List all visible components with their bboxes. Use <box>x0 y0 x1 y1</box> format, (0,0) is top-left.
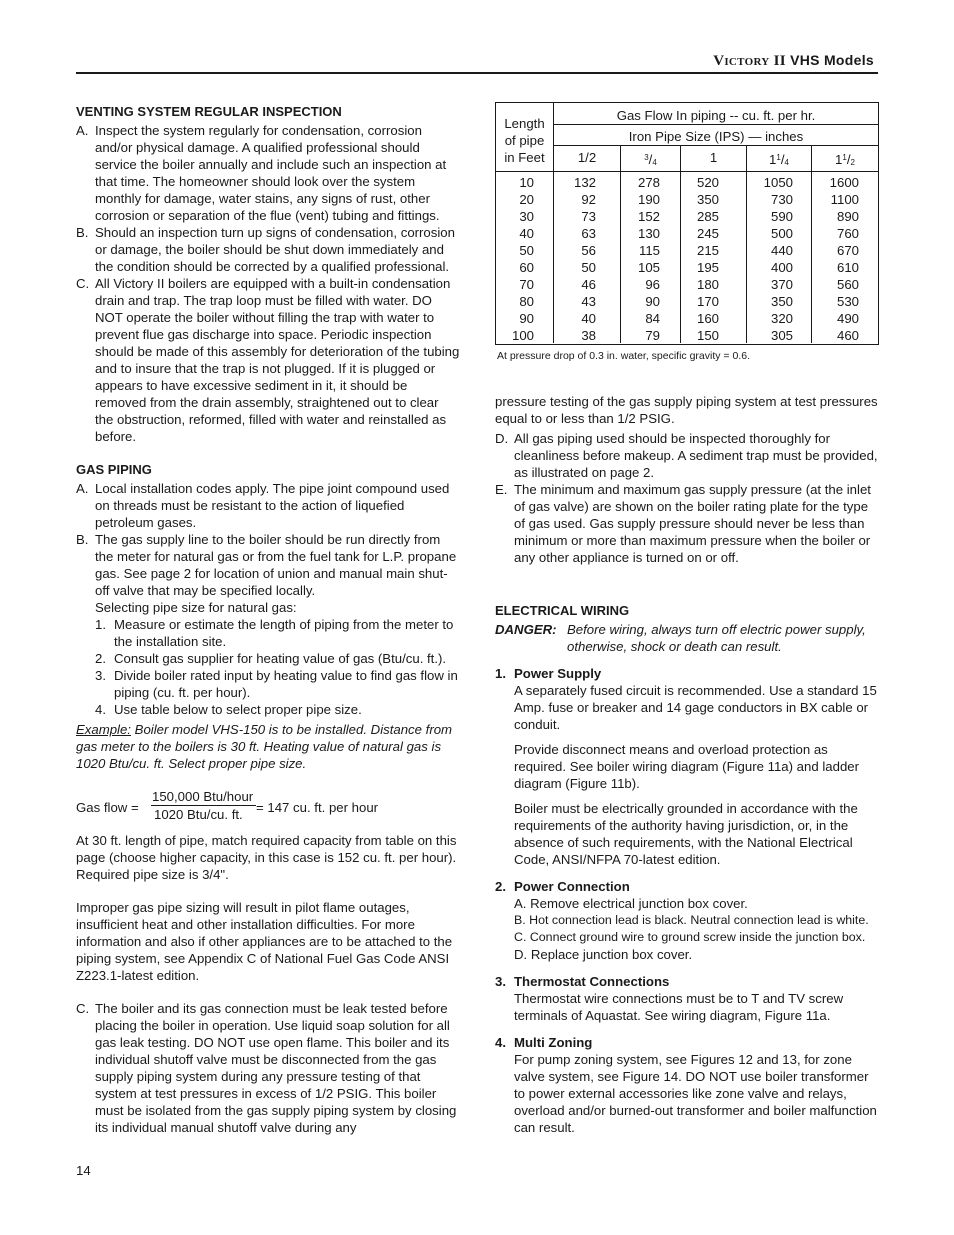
table-note: At pressure drop of 0.3 in. water, specific gravity = 0.6. <box>497 350 750 362</box>
column-one-quarter-inch: 1050 730 590 500 440 400 370 350 320 305 <box>763 175 793 343</box>
size-one: 1 <box>709 150 718 165</box>
gas-item-c: C. The boiler and its gas connection must be leak tested before placing the boiler in operation. Use liquid soap solution for all gas leak testing. DO NOT use open flame. This boiler and its individual shutoff valve must be disconnected from the gas supply piping system during any pressure testing of that system at test pressures in excess of 1/2 PSIG. This boiler must be isolated from the gas supply piping system by closing its individual manual shutoff valve during any <box>76 1001 457 1135</box>
power-connection-b: B. Hot connection lead is black. Neutral connection lead is white. <box>514 913 869 927</box>
gas-item-b: B. The gas supply line to the boiler should be run directly from the meter for natural gas or from the fuel tank for L.P. propane gas. See page 2 for location of union and manual main shut-off valve that may be specified locally. <box>76 532 457 598</box>
multi-zoning-text: For pump zoning system, see Figures 12 and 13, for zone valve system, see Figure 14. DO NOT use boiler transformer to power external accessories like zone valve and relays, overload and/or burned-out transformer and boiler malfunction can result. <box>514 1052 877 1135</box>
power-connection-d: D. Replace junction box cover. <box>514 947 693 962</box>
power-supply-heading: 1. Power Supply <box>495 666 602 681</box>
header-model-suffix: VHS Models <box>790 52 874 68</box>
danger-text: Before wiring, always turn off electric power supply, otherwise, shock or death can result. <box>567 622 866 654</box>
gas-item-e: E. The minimum and maximum gas supply pressure (at the inlet of gas valve) are shown on the boiler rating plate for the type of gas used. Gas supply pressure should never be less than minimum or more than maximum pressure when the boiler or any other appliance is turned on or off. <box>495 482 871 565</box>
capacity-paragraph: At 30 ft. length of pipe, match required capacity from table on this page (choose higher capacity, in this case is 152 cu. ft. per hour). Required pipe size is 3/4". <box>76 833 457 882</box>
example-paragraph <box>76 721 460 772</box>
left-column <box>76 103 460 1136</box>
size-three-quarter: $^3$/4 <box>644 152 657 167</box>
power-connection-a: A. Remove electrical junction box cover. <box>514 896 748 911</box>
venting-item-c: C. All Victory II boilers are equipped with a built-in condensation drain and trap. The trap loop must be filled with water. DO NOT operate the boiler without filling the trap with water to prevent flue gas discharge into space. Periodic inspection should be made of this assembly for deterioration of the tubing and to insure that the trap is not plugged. If it is plugged or appears to have excessive sediment in it, it should be removed from the drain assembly, straightened out to clear the obstruction, reformed, filled with water and reinstalled as before. <box>76 276 460 444</box>
venting-item-a: A. Inspect the system regularly for condensation, corrosion and/or physical damage. A qualified professional should service the boiler annually and include such an inspection at that time. The homeowner should look over the system monthly for damage, water stains, any signs of rust, other corrosion or separation of the flue (vent) tubing and fittings. <box>76 123 447 223</box>
header-gas-flow: Gas Flow In piping -- cu. ft. per hr. <box>616 108 816 123</box>
pipe-size-table <box>495 102 879 345</box>
formula-label: Gas flow = <box>76 800 139 815</box>
formula-denominator: 1020 Btu/cu. ft. <box>154 807 243 822</box>
power-connection-heading: 2. Power Connection <box>495 879 630 894</box>
header-iron-pipe-size: Iron Pipe Size (IPS) — inches <box>628 129 804 144</box>
column-lengths: 10 20 30 40 50 60 70 80 90 100 <box>511 175 534 343</box>
power-connection-c: C. Connect ground wire to ground screw inside the junction box. <box>514 930 866 944</box>
electrical-heading: ELECTRICAL WIRING <box>495 603 630 618</box>
selecting-pipe-size: Selecting pipe size for natural gas: <box>95 600 297 615</box>
column-three-quarter-inch: 278 190 152 130 115 105 96 90 84 79 <box>637 175 660 343</box>
power-supply-p2: Provide disconnect means and overload protection as required. See boiler wiring diagram (Figure 11a) and ladder diagram (Figure 11b). <box>514 742 860 791</box>
column-one-inch: 520 350 285 245 215 195 180 170 160 150 <box>696 175 719 343</box>
right-column <box>495 393 880 1136</box>
venting-item-b: B. Should an inspection turn up signs of condensation, corrosion or damage, the boiler should be shut down immediately and the condition should be corrected by a qualified professional. <box>76 225 455 274</box>
step-3: 3. Divide boiler rated input by heating value to find gas flow in piping (cu. ft. per hour). <box>95 668 458 700</box>
page-number: 14 <box>76 1163 91 1178</box>
thermostat-text: Thermostat wire connections must be to T and TV screw terminals of Aquastat. See wiring diagram, Figure 11a. <box>514 991 844 1023</box>
power-supply-p1: A separately fused circuit is recommended. Use a standard 15 Amp. fuse or breaker and 14 gage conductors in BX cable or conduit. <box>514 683 877 732</box>
column-one-half-inch: 1600 1100 890 760 670 610 560 530 490 460 <box>829 175 859 343</box>
example-label: Example: <box>76 722 131 737</box>
gas-piping-heading: GAS PIPING <box>76 462 152 477</box>
formula-result: = 147 cu. ft. per hour <box>256 800 379 815</box>
example-text: Boiler model VHS-150 is to be installed. Distance from gas meter to the boilers is 30 ft. Heating value of natural gas is 1020 Btu/cu. ft. Select proper pipe size. <box>76 722 453 771</box>
size-one-quarter: $1^1/4$ <box>769 152 789 167</box>
column-half-inch: 132 92 73 63 56 50 46 43 40 38 <box>573 175 596 343</box>
power-supply-p3: Boiler must be electrically grounded in accordance with the requirements of the authority having jurisdiction, or, in the absence of such requirements, with the National Electrical Code, ANSI/NFPA 70-latest edition. <box>514 801 858 867</box>
size-half: 1/2 <box>577 150 597 165</box>
header-model-name: Victory II <box>713 53 786 69</box>
multi-zoning-heading: 4. Multi Zoning <box>495 1035 593 1050</box>
gas-flow-formula <box>76 789 460 832</box>
gas-item-a: A. Local installation codes apply. The pipe joint compound used on threads must be resistant to the action of liquefied petroleum gases. <box>76 481 450 530</box>
header-length: Length of pipe in Feet <box>504 116 545 165</box>
improper-sizing-paragraph: Improper gas pipe sizing will result in pilot flame outages, insufficient heat and other installation difficulties. For more information and also if other appliances are to be attached to the piping system, see Appendix C of National Fuel Gas Code ANSI Z223.1-latest edition. <box>76 900 453 983</box>
danger-warning <box>495 621 880 655</box>
formula-numerator: 150,000 Btu/hour <box>151 788 256 806</box>
danger-label: DANGER: <box>495 622 557 637</box>
step-1: 1. Measure or estimate the length of piping from the meter to the installation site. <box>95 617 454 649</box>
step-4: 4. Use table below to select proper pipe size. <box>95 702 362 717</box>
running-header <box>560 52 874 70</box>
thermostat-heading: 3. Thermostat Connections <box>495 974 670 989</box>
step-2: 2. Consult gas supplier for heating value of gas (Btu/cu. ft.). <box>95 651 447 666</box>
venting-heading: VENTING SYSTEM REGULAR INSPECTION <box>76 104 342 119</box>
continuation-paragraph: pressure testing of the gas supply piping system at test pressures equal to or less than 1/2 PSIG. <box>495 394 878 426</box>
size-one-half: $1^1/2$ <box>835 152 855 167</box>
header-rule <box>76 72 878 74</box>
gas-item-d: D. All gas piping used should be inspected thoroughly for cleanliness before makeup. A sediment trap must be provided, as illustrated on page 2. <box>495 431 878 480</box>
